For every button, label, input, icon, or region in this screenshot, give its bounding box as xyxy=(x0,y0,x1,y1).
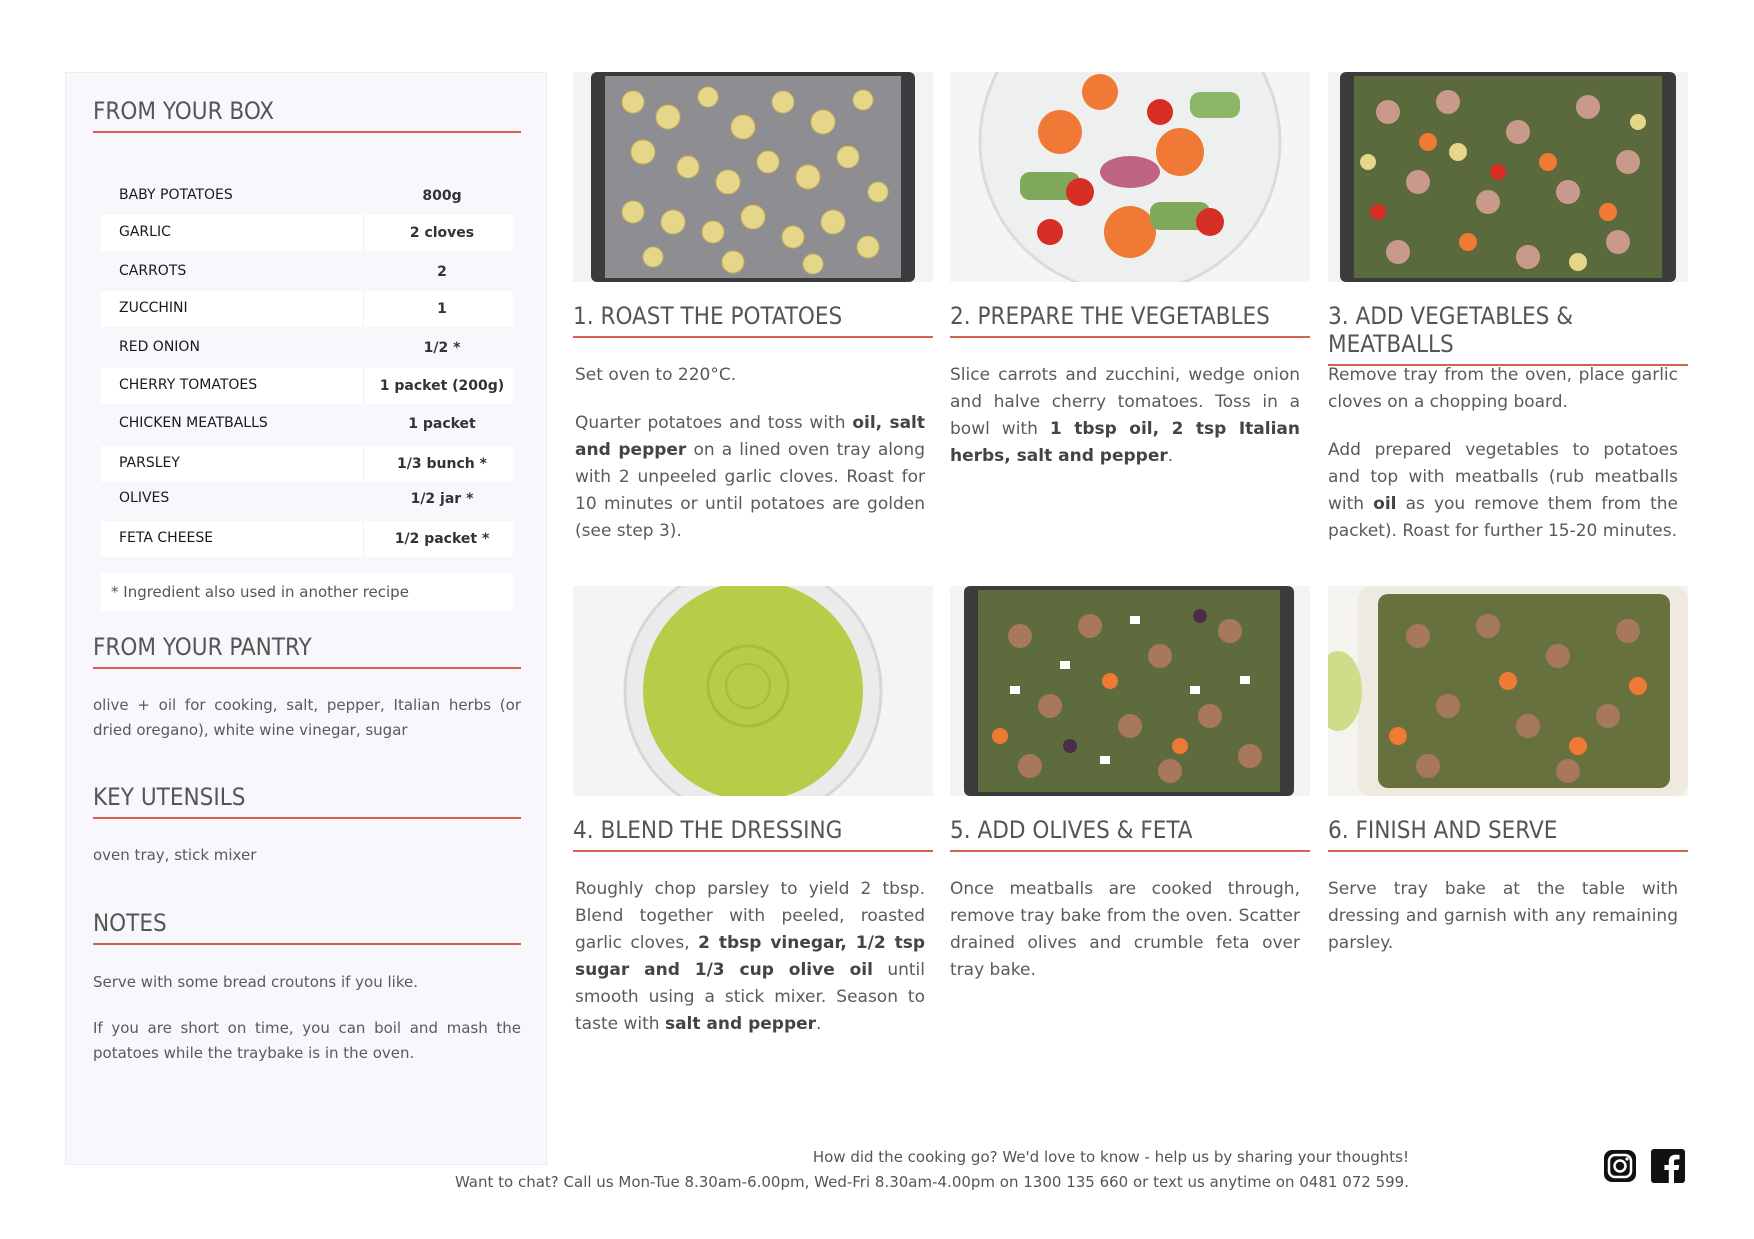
notes-title: NOTES xyxy=(93,909,521,945)
step-5-title: 5. ADD OLIVES & FETA xyxy=(950,816,1310,852)
sidebar-panel xyxy=(65,72,547,1165)
ingredient-row xyxy=(101,446,513,482)
step-3-text xyxy=(1328,362,1678,545)
dressing-bowl-photo xyxy=(573,586,933,796)
ingredient-name: ZUCCHINI xyxy=(119,300,188,316)
step-3-para-2: Add prepared vegetables to potatoes and top with meatballs (rub meatballs with oil as you remove them from the packet). Roast for further 15-20 minutes. xyxy=(1328,440,1678,541)
ingredient-row xyxy=(101,291,513,327)
ingredient-row xyxy=(101,254,513,290)
ingredient-name: OLIVES xyxy=(119,490,170,506)
step-5-para-1: Once meatballs are cooked through, remove tray bake from the oven. Scatter drained olives and crumble feta over tray bake. xyxy=(950,879,1300,980)
ingredient-name: CARROTS xyxy=(119,263,187,279)
step-4-para-1: Roughly chop parsley to yield 2 tbsp. Blend together with peeled, roasted garlic cloves, 2 tbsp vinegar, 1/2 tsp sugar and 1/3 cup olive oil until smooth using a stick mixer. Season to taste with salt and pepper. xyxy=(575,879,925,1034)
step-6-title: 6. FINISH AND SERVE xyxy=(1328,816,1688,852)
step-1-para-1: Set oven to 220°C. xyxy=(575,365,737,385)
facebook-icon[interactable] xyxy=(1650,1148,1686,1184)
step-1-text xyxy=(575,362,925,545)
footer-feedback-line: How did the cooking go? We'd love to know - help us by sharing your thoughts! xyxy=(812,1148,1409,1166)
ingredient-qty: 2 xyxy=(437,264,447,280)
finished-dish-photo xyxy=(1328,586,1688,796)
ingredient-footnote: * Ingredient also used in another recipe xyxy=(101,573,513,611)
from-your-pantry-title: FROM YOUR PANTRY xyxy=(93,633,521,669)
step-1-para-2: Quarter potatoes and toss with oil, salt and pepper on a lined oven tray along with 2 unpeeled garlic cloves. Roast for 10 minutes or until potatoes are golden (see step 3). xyxy=(575,413,925,541)
ingredient-qty: 2 cloves xyxy=(409,225,475,241)
ingredient-name: BABY POTATOES xyxy=(119,187,233,203)
potatoes-tray-photo xyxy=(573,72,933,282)
ingredient-name: CHICKEN MEATBALLS xyxy=(119,415,268,431)
ingredient-qty: 1 packet (200g) xyxy=(379,378,505,394)
from-your-box-title: FROM YOUR BOX xyxy=(93,97,521,133)
ingredient-qty: 1/3 bunch * xyxy=(397,456,487,472)
step-6-para-1: Serve tray bake at the table with dressing and garnish with any remaining parsley. xyxy=(1328,879,1678,953)
ingredient-row xyxy=(101,406,513,442)
step-4-text xyxy=(575,876,925,1038)
step-3-title: 3. ADD VEGETABLES & MEATBALLS xyxy=(1328,302,1688,366)
step-6-text xyxy=(1328,876,1678,957)
ingredient-name: GARLIC xyxy=(119,224,171,240)
step-4-title: 4. BLEND THE DRESSING xyxy=(573,816,933,852)
ingredient-qty: 1/2 jar * xyxy=(410,491,474,507)
ingredient-row xyxy=(101,368,513,404)
step-2-title: 2. PREPARE THE VEGETABLES xyxy=(950,302,1310,338)
utensils-text: oven tray, stick mixer xyxy=(93,846,257,864)
ingredient-row xyxy=(101,521,513,557)
ingredient-name: PARSLEY xyxy=(119,455,180,471)
ingredient-qty: 1/2 packet * xyxy=(394,531,490,547)
vegetables-bowl-photo xyxy=(950,72,1310,282)
ingredient-name: FETA CHEESE xyxy=(119,530,214,546)
olives-feta-tray-photo xyxy=(950,586,1310,796)
key-utensils-title: KEY UTENSILS xyxy=(93,783,521,819)
ingredient-name: RED ONION xyxy=(119,339,200,355)
notes-text-2: If you are short on time, you can boil and mash the potatoes while the traybake is in the oven. xyxy=(93,1019,521,1062)
ingredient-row xyxy=(101,178,513,214)
ingredient-qty: 800g xyxy=(422,188,462,204)
ingredient-row xyxy=(101,481,513,517)
instagram-icon[interactable] xyxy=(1602,1148,1638,1184)
ingredient-qty: 1/2 * xyxy=(423,340,461,356)
ingredient-qty: 1 xyxy=(437,301,447,317)
step-1-title: 1. ROAST THE POTATOES xyxy=(573,302,933,338)
step-5-text xyxy=(950,876,1300,984)
ingredient-row xyxy=(101,215,513,251)
footer-contact-line: Want to chat? Call us Mon-Tue 8.30am-6.00pm, Wed-Fri 8.30am-4.00pm on 1300 135 660 or text us anytime on 0481 072 599. xyxy=(454,1173,1409,1191)
step-3-para-1: Remove tray from the oven, place garlic cloves on a chopping board. xyxy=(1328,365,1678,412)
pantry-text: olive + oil for cooking, salt, pepper, Italian herbs (or dried oregano), white wine vinegar, sugar xyxy=(93,696,521,739)
step-2-para-1: Slice carrots and zucchini, wedge onion and halve cherry tomatoes. Toss in a bowl with 1 tbsp oil, 2 tsp Italian herbs, salt and pepper. xyxy=(950,365,1300,466)
ingredient-row xyxy=(101,330,513,366)
ingredient-name: CHERRY TOMATOES xyxy=(119,377,258,393)
step-2-text xyxy=(950,362,1300,470)
ingredient-qty: 1 packet xyxy=(408,416,476,432)
meatballs-tray-photo xyxy=(1328,72,1688,282)
notes-text-1: Serve with some bread croutons if you like. xyxy=(93,973,418,991)
